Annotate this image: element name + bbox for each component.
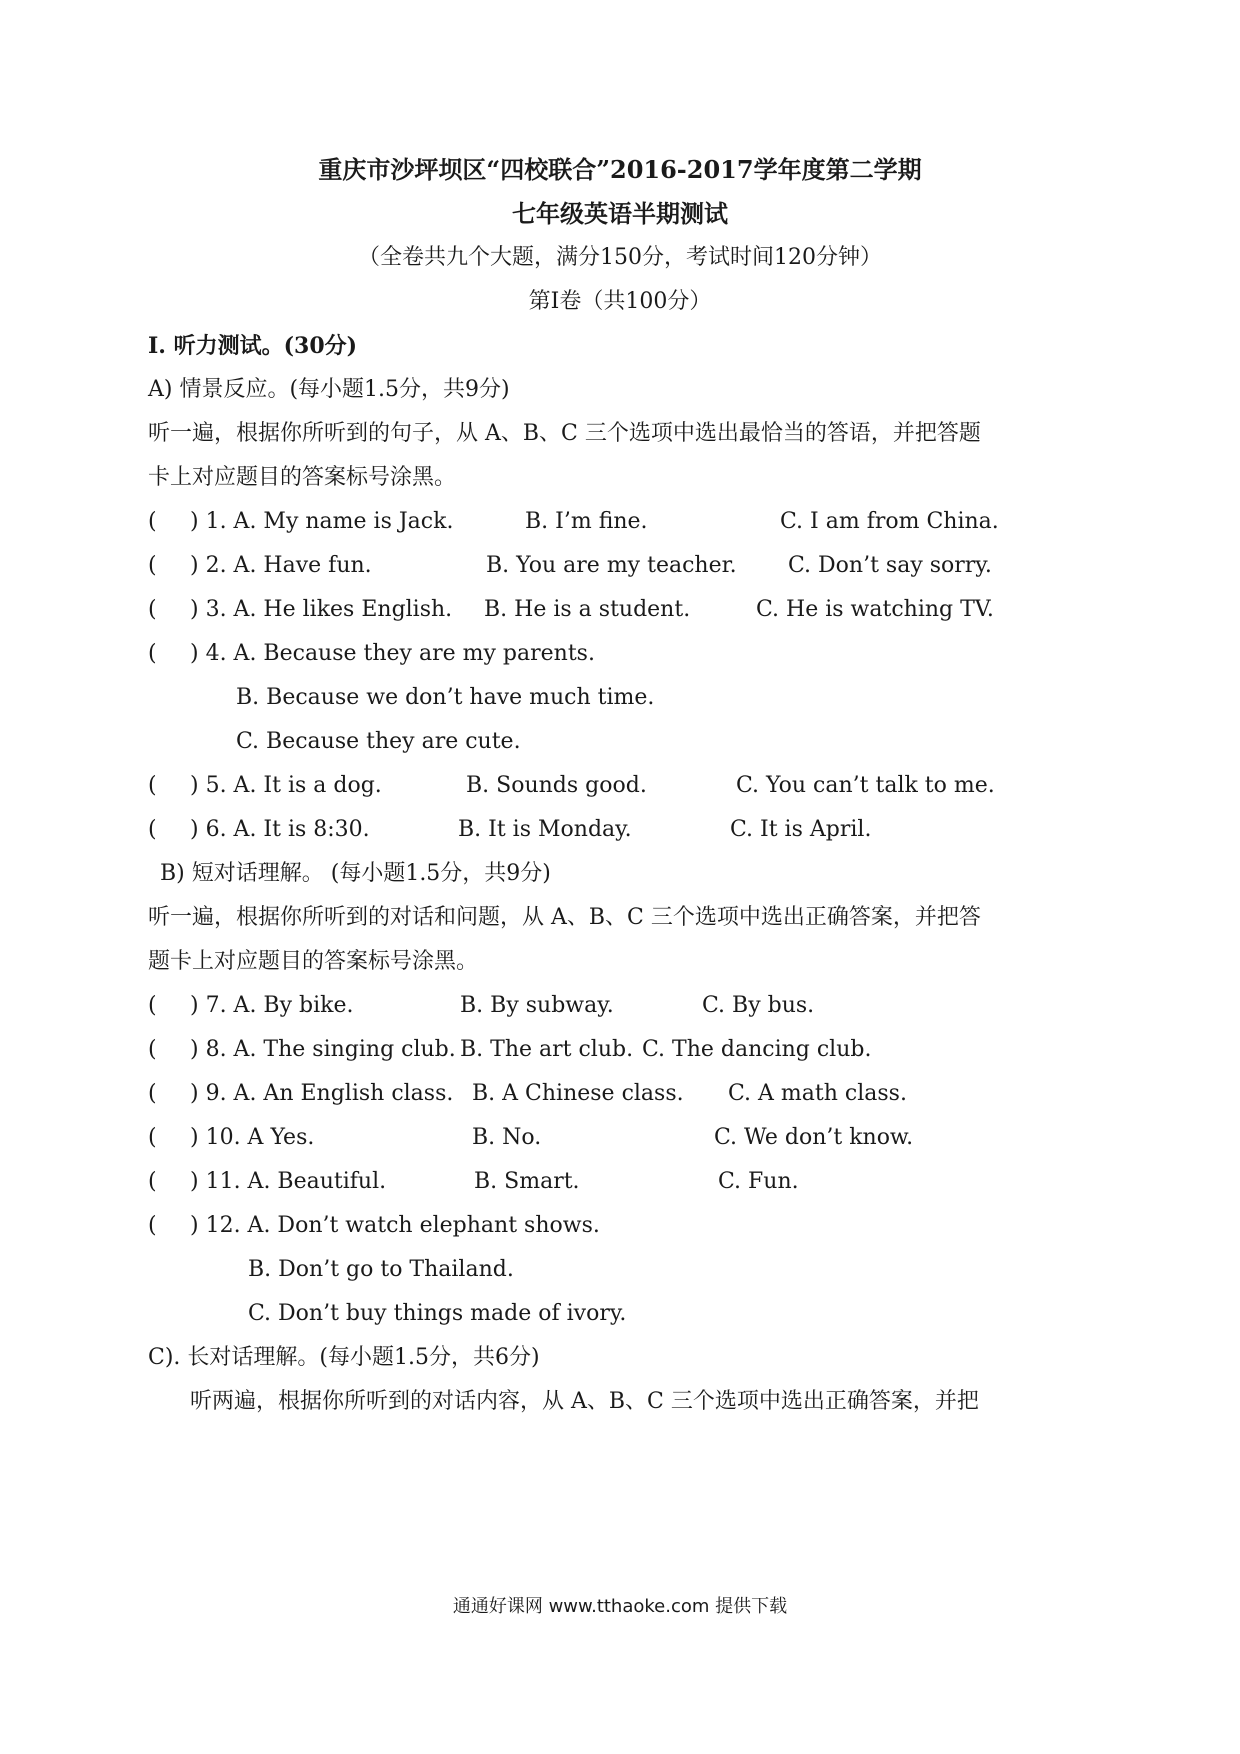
question-option-c: C. Don’t buy things made of ivory. [248, 1301, 627, 1326]
answer-bracket[interactable]: ( [148, 1169, 157, 1194]
question-option-c: C. We don’t know. [714, 1125, 914, 1150]
question-option-b: B. A Chinese class. [472, 1081, 684, 1106]
question-option-b: B. I’m fine. [525, 509, 648, 534]
partB-heading: B) 短对话理解。 (每小题1.5分，共9分) [160, 861, 551, 886]
question-option-c: C. Fun. [718, 1169, 799, 1194]
question-option-c: C. I am from China. [780, 509, 999, 534]
partB-instruction-line2: 题卡上对应题目的答案标号涂黑。 [148, 949, 479, 974]
question-option-a: ) 5. A. It is a dog. [190, 773, 382, 798]
question-option-b: B. Sounds good. [466, 773, 647, 798]
exam-title-line1: 重庆市沙坪坝区“四校联合”2016-2017学年度第二学期 [318, 155, 922, 184]
question-option-a: ) 10. A Yes. [190, 1125, 315, 1150]
question-option-b: B. You are my teacher. [486, 553, 737, 578]
answer-bracket[interactable]: ( [148, 993, 157, 1018]
question-option-c: C. Don’t say sorry. [788, 553, 992, 578]
question-option-a: ) 3. A. He likes English. [190, 597, 453, 622]
question-option-b: B. The art club. [460, 1037, 634, 1062]
exam-volume: 第I卷（共100分） [528, 289, 712, 314]
answer-bracket[interactable]: ( [148, 553, 157, 578]
question-option-a: ) 8. A. The singing club. [190, 1037, 456, 1062]
partB-instruction-line1: 听一遍，根据你所听到的对话和问题，从 A、B、C 三个选项中选出正确答案，并把答 [148, 905, 981, 930]
question-option-a: ) 2. A. Have fun. [190, 553, 372, 578]
question-option-b: B. By subway. [460, 993, 614, 1018]
question-option-a: ) 7. A. By bike. [190, 993, 354, 1018]
question-option-a: ) 4. A. Because they are my parents. [190, 641, 595, 666]
partA-instruction-line1: 听一遍，根据你所听到的句子，从 A、B、C 三个选项中选出最恰当的答语，并把答题 [148, 421, 981, 446]
question-option-c: C. It is April. [730, 817, 872, 842]
question-option-c: C. By bus. [702, 993, 815, 1018]
question-option-b: B. It is Monday. [458, 817, 632, 842]
answer-bracket[interactable]: ( [148, 1213, 157, 1238]
question-option-a: ) 11. A. Beautiful. [190, 1169, 387, 1194]
partC-heading: C). 长对话理解。(每小题1.5分，共6分) [148, 1345, 540, 1370]
question-option-c: C. A math class. [728, 1081, 907, 1106]
partA-instruction-line2: 卡上对应题目的答案标号涂黑。 [148, 465, 457, 490]
section1-heading: I. 听力测试。(30分) [148, 333, 358, 359]
question-option-a: ) 9. A. An English class. [190, 1081, 454, 1106]
question-option-b: B. No. [472, 1125, 542, 1150]
question-option-a: ) 12. A. Don’t watch elephant shows. [190, 1213, 600, 1238]
question-option-c: C. Because they are cute. [236, 729, 521, 754]
question-option-b: B. Smart. [474, 1169, 580, 1194]
exam-title-line2: 七年级英语半期测试 [512, 199, 728, 228]
question-option-c: C. The dancing club. [642, 1037, 872, 1062]
answer-bracket[interactable]: ( [148, 1037, 157, 1062]
exam-subtitle: （全卷共九个大题，满分150分，考试时间120分钟） [358, 245, 882, 270]
partA-heading: A) 情景反应。(每小题1.5分，共9分) [148, 377, 510, 402]
page-footer: 通通好课网 www.tthaoke.com 提供下载 [452, 1596, 788, 1617]
question-option-c: C. He is watching TV. [756, 597, 994, 622]
question-option-b: B. He is a student. [484, 597, 691, 622]
answer-bracket[interactable]: ( [148, 1081, 157, 1106]
question-option-b: B. Because we don’t have much time. [236, 685, 655, 710]
question-option-c: C. You can’t talk to me. [736, 773, 995, 798]
question-option-b: B. Don’t go to Thailand. [248, 1257, 514, 1282]
answer-bracket[interactable]: ( [148, 509, 157, 534]
answer-bracket[interactable]: ( [148, 641, 157, 666]
partC-instruction-line1: 听两遍，根据你所听到的对话内容，从 A、B、C 三个选项中选出正确答案，并把 [190, 1389, 979, 1414]
answer-bracket[interactable]: ( [148, 1125, 157, 1150]
question-option-a: ) 1. A. My name is Jack. [190, 509, 454, 534]
answer-bracket[interactable]: ( [148, 773, 157, 798]
answer-bracket[interactable]: ( [148, 817, 157, 842]
answer-bracket[interactable]: ( [148, 597, 157, 622]
question-option-a: ) 6. A. It is 8:30. [190, 817, 370, 842]
